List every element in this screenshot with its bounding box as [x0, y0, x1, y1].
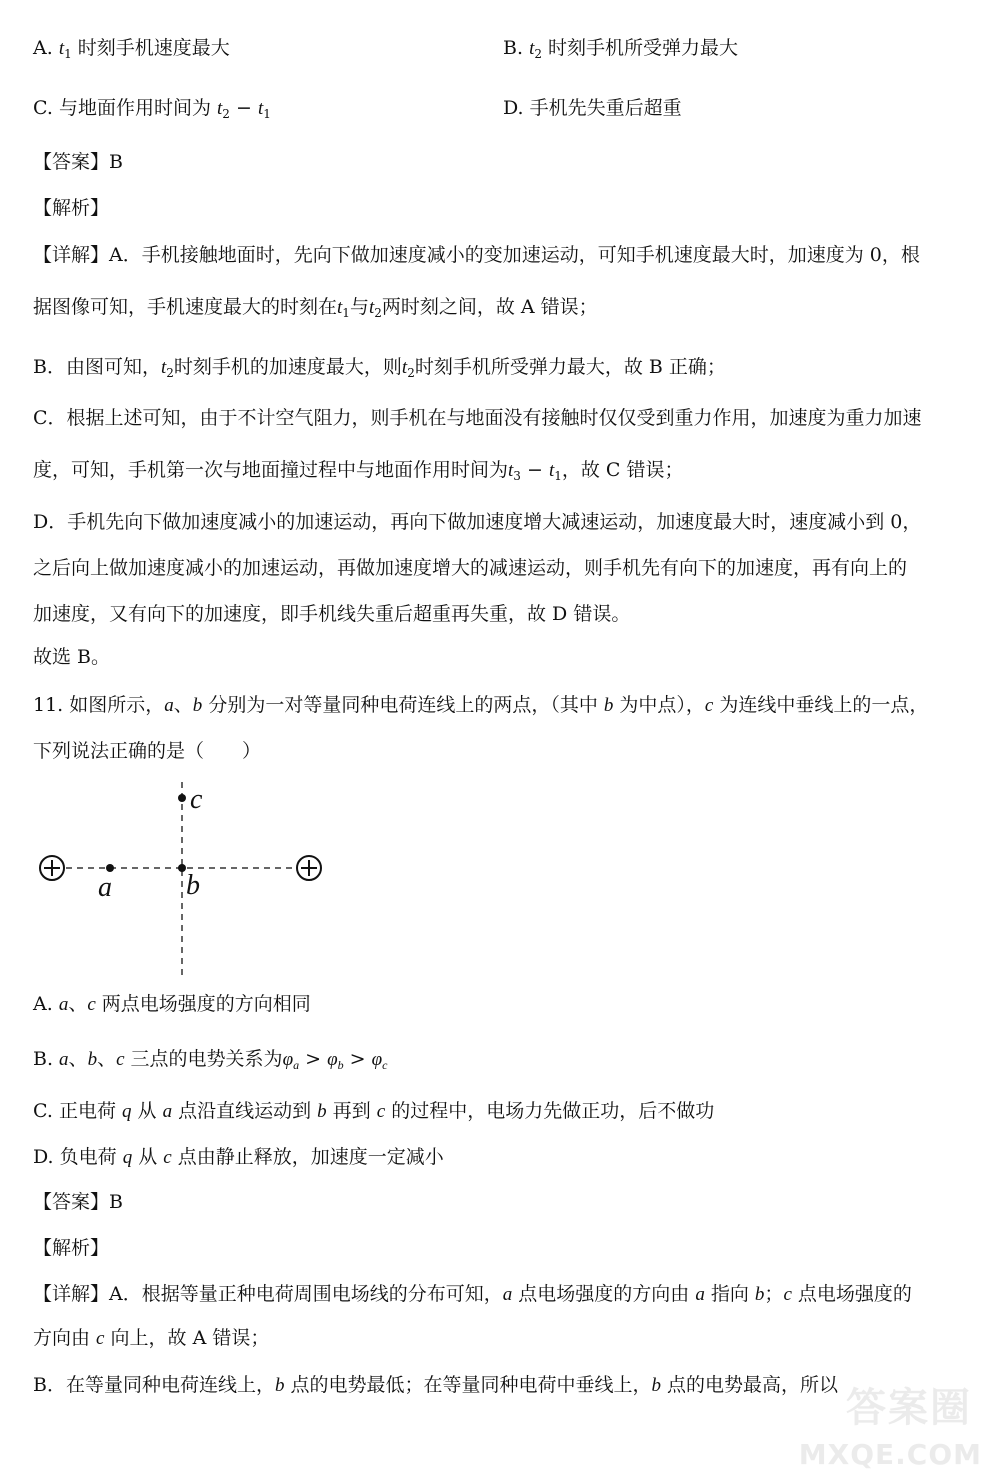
q11-stem-line2: 下列说法正确的是（ ） — [33, 740, 262, 762]
math-var: c — [376, 1101, 386, 1122]
option-prefix: D. 负电荷 — [33, 1146, 123, 1168]
option-prefix: C. 正电荷 — [33, 1100, 122, 1122]
text: 分别为一对等量同种电荷连线上的两点，（其中 — [202, 694, 604, 716]
label-b: b — [186, 870, 200, 901]
option-prefix: B. — [33, 1048, 60, 1070]
math-op: − — [229, 97, 258, 119]
math-var: a — [58, 994, 69, 1015]
math-var: q — [122, 1147, 133, 1168]
text: 时刻手机所受弹力最大，故 B 正确； — [414, 356, 726, 378]
math-var: t — [58, 38, 65, 59]
q10-option-a — [33, 36, 230, 66]
math-sub: 1 — [554, 469, 562, 483]
math-phi: φ — [327, 1049, 338, 1070]
text: 、 — [173, 694, 193, 716]
math-var: b — [192, 695, 203, 716]
right-positive-charge-icon — [297, 856, 321, 880]
math-sub: 1 — [263, 107, 271, 121]
math-sub: 3 — [513, 469, 521, 483]
left-positive-charge-icon — [40, 856, 64, 880]
math-var: t — [160, 357, 167, 378]
q11-stem-line1 — [33, 693, 928, 718]
text: 度，可知，手机第一次与地面撞过程中与地面作用时间为 — [33, 459, 509, 481]
text: 为中点）， — [613, 694, 705, 716]
math-sub: 2 — [534, 47, 542, 61]
text: 与 — [349, 296, 369, 318]
watermark-url: MXQE.COM — [798, 1438, 982, 1471]
q11-detail-a-line1 — [33, 1282, 912, 1307]
math-var: a — [59, 1049, 69, 1070]
q10-option-c — [33, 96, 271, 126]
math-var: t — [529, 38, 535, 59]
q11-answer: 【答案】B — [33, 1191, 123, 1213]
option-text: 两点电场强度的方向相同 — [95, 993, 311, 1015]
q11-detail-b-line1 — [33, 1373, 838, 1398]
text: B．在等量同种电荷连线上， — [33, 1374, 275, 1396]
math-sub: 1 — [342, 306, 350, 320]
text: 向上，故 A 错误； — [104, 1327, 270, 1349]
q10-analysis-label: 【解析】 — [33, 197, 110, 219]
option-prefix: A. — [33, 37, 53, 59]
text: 、 — [68, 993, 88, 1015]
text: 11. 如图所示， — [33, 694, 165, 716]
math-var: b — [274, 1375, 285, 1396]
option-prefix: D. — [503, 97, 524, 119]
q10-answer: 【答案】B — [33, 151, 123, 173]
q11-detail-a-line2 — [33, 1326, 269, 1351]
watermark-top-text: 答案圈 — [846, 1385, 972, 1431]
q10-detail-p1a: 【详解】A．手机接触地面时，先向下做加速度减小的变加速运动，可知手机速度最大时，加速度为 0，根 — [33, 244, 920, 266]
option-text: 手机先失重后超重 — [529, 97, 682, 119]
math-var: c — [96, 1328, 105, 1349]
q10-detail-p1b — [33, 295, 598, 325]
text: 点沿直线运动到 — [172, 1100, 318, 1122]
math-var: b — [651, 1375, 662, 1396]
watermark-logo — [798, 1376, 982, 1471]
math-phi: φ — [282, 1049, 294, 1070]
math-var: a — [162, 1101, 173, 1122]
math-sub: 2 — [166, 366, 174, 380]
q11-option-a — [33, 992, 311, 1017]
math-var: q — [121, 1101, 132, 1122]
math-sub: a — [293, 1058, 300, 1072]
label-c: c — [190, 784, 203, 815]
text: ； — [764, 1283, 784, 1305]
math-var: t — [257, 98, 264, 119]
math-var: b — [317, 1101, 327, 1122]
label-a: a — [98, 872, 112, 903]
math-sub: 2 — [407, 366, 415, 380]
text: B．由图可知， — [33, 356, 161, 378]
point-c — [178, 794, 186, 802]
math-var: c — [116, 1049, 125, 1070]
option-prefix: C. — [33, 97, 53, 119]
math-op: − — [520, 459, 549, 481]
text: 指向 — [704, 1283, 755, 1305]
math-op: > — [343, 1048, 372, 1070]
math-var: b — [87, 1049, 98, 1070]
q11-option-c — [33, 1099, 714, 1124]
text: 的过程中，电场力先做正功，后不做功 — [385, 1100, 715, 1122]
math-var: a — [164, 695, 174, 716]
q10-option-d — [503, 96, 682, 120]
math-var: t — [508, 460, 514, 481]
text: 方向由 — [33, 1327, 97, 1349]
option-text: 时刻手机所受弹力最大 — [548, 37, 739, 59]
q11-option-d — [33, 1145, 444, 1170]
q10-detail-p5: 故选 B。 — [33, 646, 111, 668]
math-var: t — [548, 460, 555, 481]
text: 点电场强度的方向由 — [512, 1283, 696, 1305]
q11-charge-diagram — [28, 780, 338, 980]
math-var: t — [337, 297, 343, 318]
text: 【详解】A．根据等量正种电荷周围电场线的分布可知， — [33, 1283, 503, 1305]
text: 从 — [132, 1146, 164, 1168]
math-var: a — [502, 1284, 513, 1305]
math-var: t — [217, 98, 223, 119]
option-text: 时刻手机速度最大 — [77, 37, 230, 59]
math-sub: 2 — [222, 107, 230, 121]
math-var: t — [401, 357, 408, 378]
text: 据图像可知，手机速度最大的时刻在 — [33, 296, 338, 318]
option-text: 与地面作用时间为 — [58, 97, 211, 119]
text: 点由静止释放，加速度一定减小 — [171, 1146, 444, 1168]
math-var: c — [87, 994, 96, 1015]
q10-detail-p2 — [33, 355, 726, 385]
option-text: 三点的电势关系为 — [124, 1048, 283, 1070]
math-sub: c — [382, 1058, 388, 1072]
q10-detail-p3b — [33, 458, 683, 488]
math-var: b — [603, 695, 614, 716]
text: 点的电势最高，所以 — [661, 1374, 839, 1396]
math-op: > — [299, 1048, 328, 1070]
text: 时刻手机的加速度最大，则 — [173, 356, 402, 378]
q10-detail-p4a: D．手机先向下做加速度减小的加速运动，再向下做加速度增大减速运动，加速度最大时，速度减小到 0， — [33, 511, 922, 533]
text: 点电场强度的 — [791, 1283, 912, 1305]
text: 两时刻之间，故 A 错误； — [381, 296, 598, 318]
math-sub: 2 — [374, 306, 382, 320]
point-b — [178, 864, 186, 872]
math-var: c — [704, 695, 714, 716]
math-var: a — [695, 1284, 705, 1305]
q11-option-b — [33, 1047, 387, 1077]
text: 为连线中垂线上的一点， — [713, 694, 929, 716]
text: 再到 — [326, 1100, 377, 1122]
math-var: c — [163, 1147, 172, 1168]
q10-detail-p4b: 之后向上做加速度减小的加速运动，再做加速度增大的减速运动，则手机先有向下的加速度，再有向上的 — [33, 557, 908, 579]
option-prefix: B. — [503, 37, 524, 59]
text: 从 — [131, 1100, 163, 1122]
text: ，故 C 错误； — [561, 459, 684, 481]
math-sub: 1 — [64, 47, 72, 61]
charge-diagram-svg — [28, 780, 338, 980]
q10-detail-p4c: 加速度，又有向下的加速度，即手机线失重后超重再失重，故 D 错误。 — [33, 603, 631, 625]
q11-analysis-label: 【解析】 — [33, 1237, 110, 1259]
math-var: b — [754, 1284, 765, 1305]
point-a — [106, 864, 114, 872]
math-var: c — [783, 1284, 792, 1305]
q10-option-b — [503, 36, 738, 66]
math-var: t — [368, 297, 375, 318]
text: 、 — [68, 1048, 88, 1070]
q10-detail-p3a: C．根据上述可知，由于不计空气阻力，则手机在与地面没有接触时仅仅受到重力作用，加速度为重力加速 — [33, 407, 922, 429]
math-phi: φ — [371, 1049, 383, 1070]
option-prefix: A. — [33, 993, 59, 1015]
text: 、 — [97, 1048, 117, 1070]
math-sub: b — [337, 1058, 344, 1072]
text: 点的电势最低；在等量同种电荷中垂线上， — [284, 1374, 652, 1396]
